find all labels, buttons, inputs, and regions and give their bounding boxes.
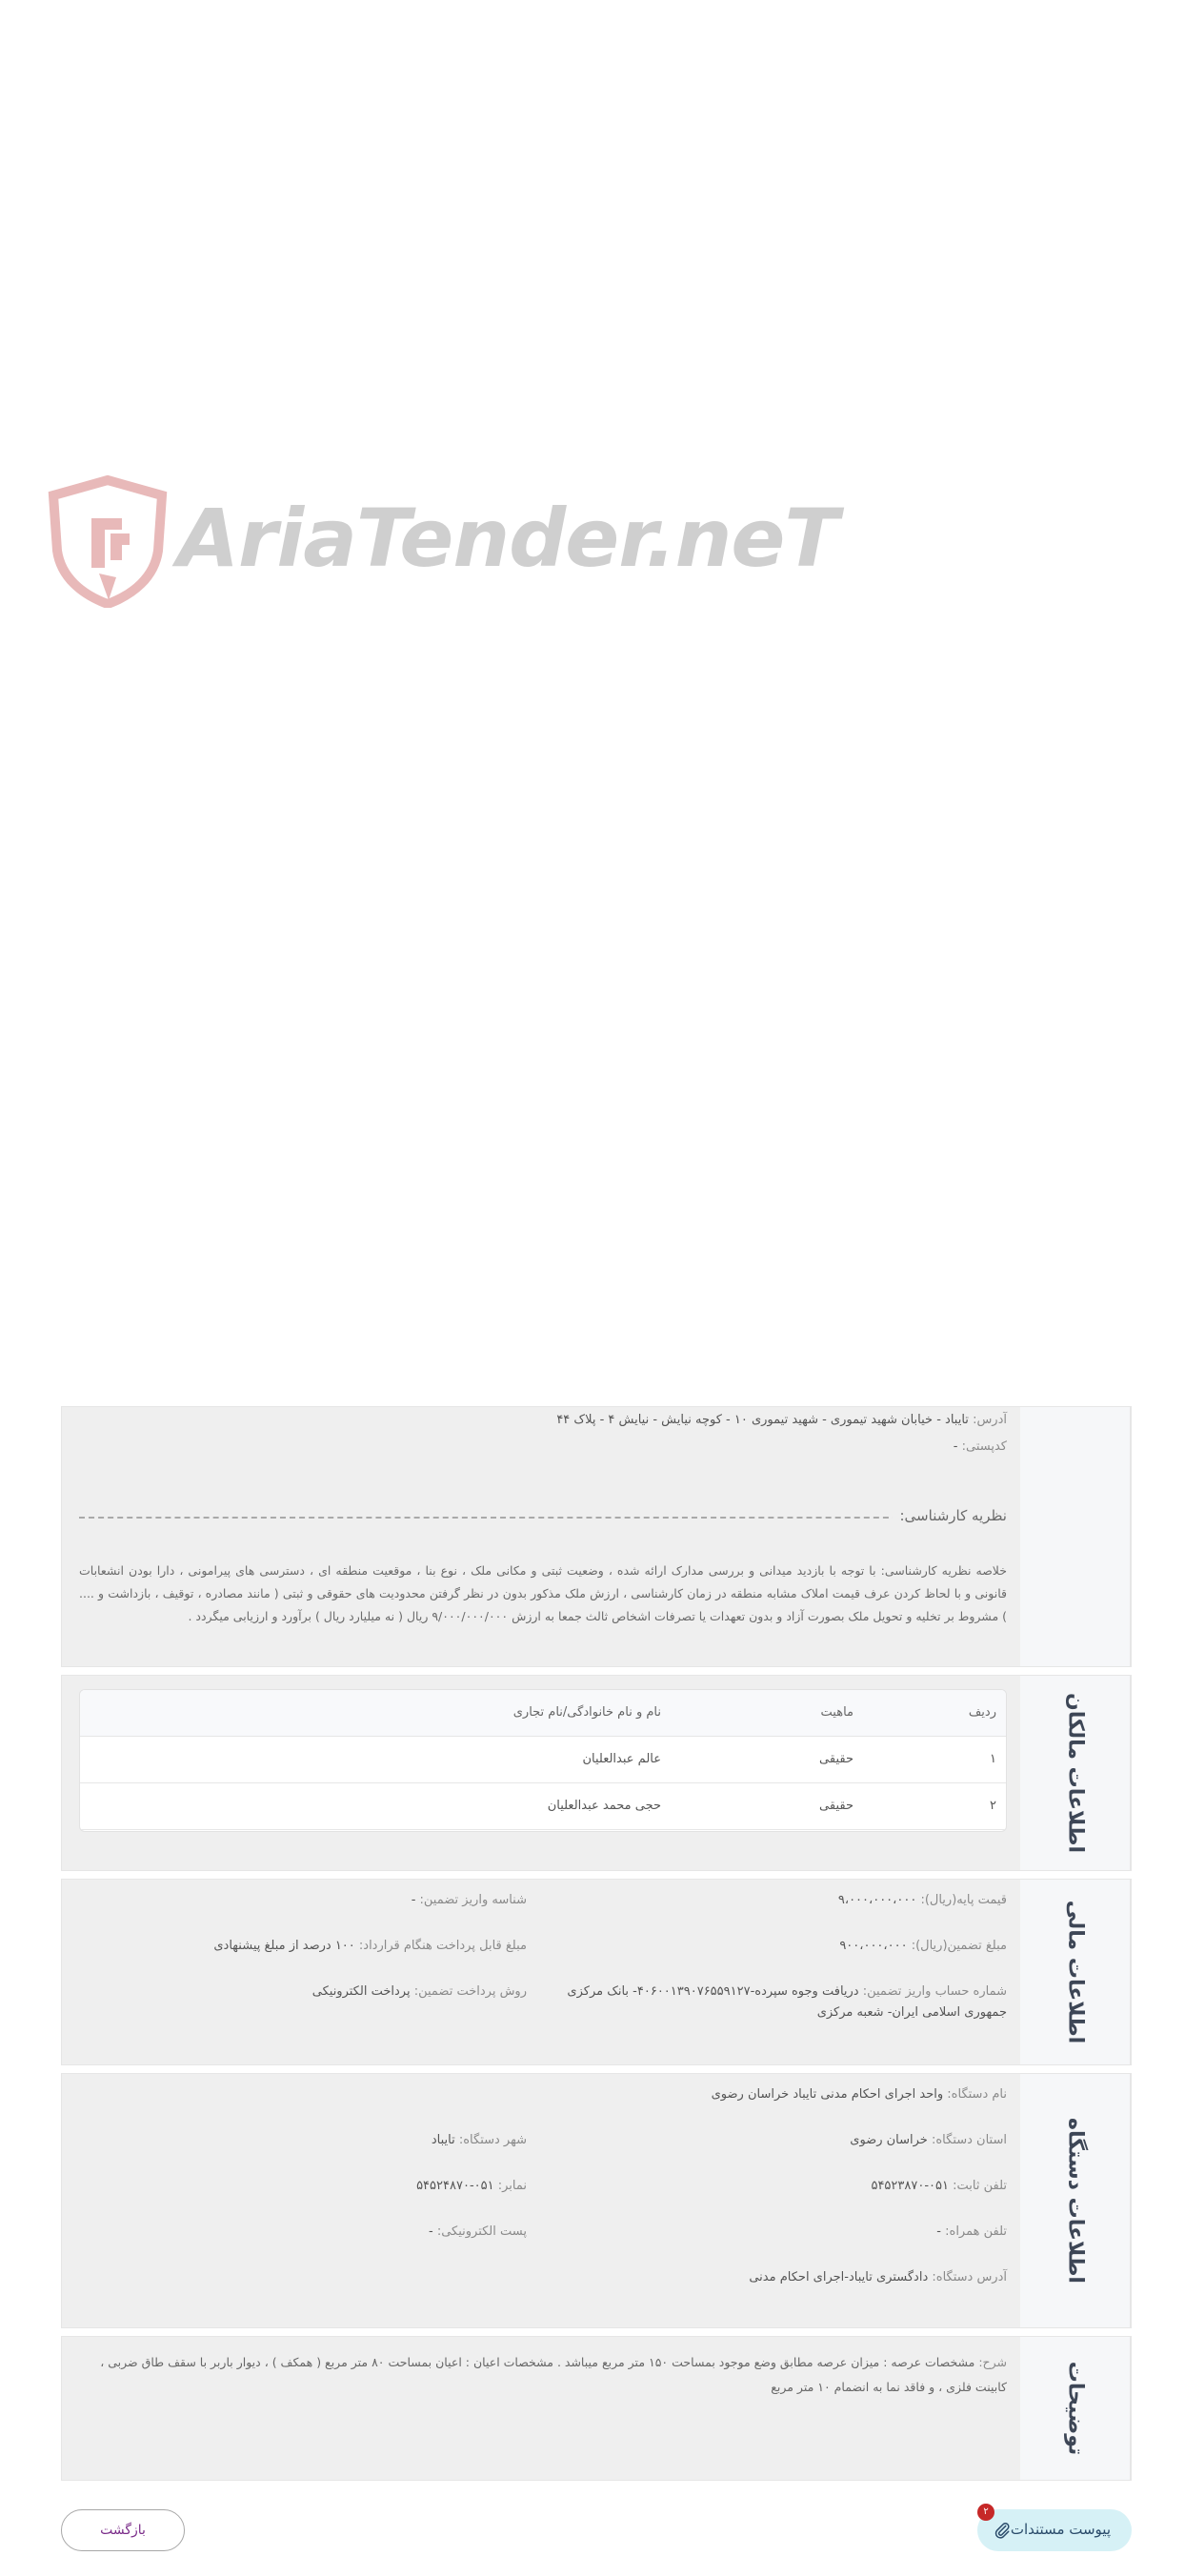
description-title: توضیحات — [1063, 2361, 1087, 2456]
device-fax-row — [416, 2179, 527, 2193]
description-card — [61, 2336, 1132, 2481]
device-province-label: استان دستگاه: — [931, 2133, 1007, 2147]
deposit-id-row — [412, 1893, 527, 1907]
cell-type: حقیقی — [819, 1799, 854, 1813]
device-fax-label: نمابر: — [497, 2179, 527, 2193]
device-city-label: شهر دستگاه: — [458, 2133, 527, 2147]
header-type: ماهیت — [820, 1705, 854, 1720]
financial-side-panel — [1020, 1880, 1131, 2064]
device-phone-row — [871, 2179, 1007, 2193]
device-mobile-row — [936, 2224, 1007, 2239]
device-city-value: تایباد — [431, 2133, 455, 2147]
cell-row-number: ۱ — [990, 1752, 996, 1766]
owners-table — [79, 1689, 1007, 1832]
description-side-panel — [1020, 2337, 1131, 2480]
description-text: مشخصات عرصه : میزان عرصه مطابق وضع موجود بمساحت ۱۵۰ متر مربع میباشد . مشخصات اعیان : اعیان بمساحت ۸۰ متر مربع ( همکف ) ، دیوار باربر با سقف طاق ضربی ، کابینت فلزی ، و فاقد نما به انضمام ۱۰ متر مربع — [100, 2355, 1007, 2394]
address-row — [556, 1413, 1007, 1427]
base-price-row — [838, 1893, 1007, 1907]
account-bank-value: جمهوری اسلامی ایران- شعبه مرکزی — [816, 2005, 1007, 2020]
header-name: نام و نام خانوادگی/نام تجاری — [512, 1705, 661, 1720]
device-address-row — [749, 2270, 1007, 2284]
owners-side-panel — [1020, 1676, 1131, 1870]
attach-documents-button[interactable] — [977, 2509, 1132, 2551]
address-label: آدرس: — [973, 1413, 1007, 1427]
account-number-row — [567, 1984, 1007, 1999]
device-address-value: دادگستری تایباد-اجرای احکام مدنی — [749, 2270, 929, 2284]
address-value: تایباد - خیابان شهید تیموری - شهید تیموری ۱۰ - کوچه نیایش - نیایش ۴ - پلاک ۴۴ — [556, 1413, 969, 1427]
device-province-row — [850, 2133, 1007, 2147]
device-province-value: خراسان رضوی — [850, 2133, 928, 2147]
device-email-label: پست الکترونیکی: — [436, 2224, 527, 2239]
deposit-id-label: شناسه واریز تضمین: — [419, 1893, 527, 1907]
guarantee-amount-value: ۹۰۰،۰۰۰،۰۰۰ — [839, 1939, 908, 1953]
device-title: اطلاعات دستگاه — [1063, 2118, 1087, 2284]
shield-logo-icon — [46, 474, 170, 608]
owners-card-body — [62, 1676, 1022, 1870]
owners-title: اطلاعات مالکان — [1063, 1693, 1087, 1853]
payable-amount-row — [213, 1939, 527, 1953]
base-price-label: قیمت پایه(ریال): — [920, 1893, 1007, 1907]
expert-summary-label: خلاصه نظریه کارشناسی: — [880, 1563, 1007, 1578]
deposit-id-value: - — [411, 1893, 416, 1907]
cell-name: عالم عبدالعلیان — [582, 1752, 661, 1766]
device-city-row — [432, 2133, 527, 2147]
guarantee-amount-label: مبلغ تضمین(ریال): — [911, 1939, 1007, 1953]
device-address-label: آدرس دستگاه: — [932, 2270, 1007, 2284]
base-price-value: ۹،۰۰۰،۰۰۰،۰۰۰ — [837, 1893, 917, 1907]
expert-summary-text: با توجه با بازدید میدانی و بررسی مدارک ارائه شده ، وضعیت ثبتی و مکانی ملک ، نوع بنا ، موقعیت منطقه ای ، دسترسی های پیرامونی ، دارا بودن انشعابات قانونی و با لحاظ کردن عرف قیمت املاک مشابه منطقه در زمان کارشناسی ، ارزش ملک مذکور بدون در نظر گرفتن محدودیت های حقوقی و ثبتی ( مانند مصادره ، توقیف ، بازداشت و .... ) مشروط بر تخلیه و تحویل ملک بصورت آزاد و بدون تعهدات یا تصرفات اشخاص ثالث جمعا به ارزش ۹/۰۰۰/۰۰۰/۰۰۰ ریال ( نه میلیارد ریال ) برآورد و ارزیابی میگردد . — [79, 1563, 1007, 1623]
paperclip-icon — [993, 2521, 1012, 2540]
account-bank-row — [817, 2005, 1007, 2020]
card-side-panel — [1020, 1407, 1131, 1666]
expert-section-title: نظریه کارشناسی: — [893, 1507, 1008, 1524]
cell-type: حقیقی — [819, 1752, 854, 1766]
expert-section-header — [62, 1503, 1022, 1532]
attach-documents-label: پیوست مستندات — [1010, 2521, 1111, 2538]
cell-name: حجی محمد عبدالعلیان — [547, 1799, 661, 1813]
owners-card — [61, 1675, 1132, 1871]
device-mobile-value: - — [936, 2224, 941, 2239]
back-button[interactable]: بازگشت — [61, 2509, 185, 2551]
postal-code-label: کدپستی: — [961, 1439, 1007, 1454]
account-number-label: شماره حساب واریز تضمین: — [862, 1984, 1007, 1999]
device-card-body — [62, 2074, 1022, 2327]
watermark-brand-text: AriaTender.neT — [177, 492, 838, 585]
device-name-label: نام دستگاه: — [947, 2087, 1007, 2102]
device-phone-label: تلفن ثابت: — [953, 2179, 1007, 2193]
dashed-divider — [79, 1517, 908, 1519]
description-text-block — [79, 2350, 1007, 2400]
device-phone-value: ۰۵۱-۵۴۵۲۳۸۷۰ — [871, 2179, 949, 2193]
watermark-logo — [46, 474, 838, 608]
expert-card-body — [62, 1407, 1022, 1666]
device-name-value: واحد اجرای احکام مدنی تایباد خراسان رضوی — [711, 2087, 944, 2102]
expert-summary — [79, 1560, 1007, 1628]
device-fax-value: ۰۵۱-۵۴۵۲۴۸۷۰ — [416, 2179, 494, 2193]
owners-table-header — [80, 1690, 1006, 1737]
attachments-count-badge: ۲ — [977, 2504, 994, 2521]
postal-code-row — [954, 1439, 1007, 1454]
device-email-value: - — [428, 2224, 433, 2239]
expert-opinion-card — [61, 1406, 1132, 1667]
device-name-row — [712, 2087, 1007, 2102]
cell-row-number: ۲ — [990, 1799, 996, 1813]
financial-card-body — [62, 1880, 1022, 2064]
device-card — [61, 2073, 1132, 2328]
header-row-number: ردیف — [968, 1705, 996, 1720]
device-mobile-label: تلفن همراه: — [945, 2224, 1007, 2239]
payable-amount-label: مبلغ قابل پرداخت هنگام قرارداد: — [358, 1939, 527, 1953]
payment-method-row — [312, 1984, 527, 1999]
description-label: شرح: — [978, 2355, 1007, 2369]
table-row — [80, 1737, 1006, 1783]
description-card-body — [62, 2337, 1022, 2480]
payment-method-label: روش پرداخت تضمین: — [413, 1984, 527, 1999]
financial-card — [61, 1879, 1132, 2065]
guarantee-amount-row — [839, 1939, 1007, 1953]
account-number-value: دریافت وجوه سپرده-۴۰۶۰۰۱۳۹۰۷۶۵۵۹۱۲۷- بانک مرکزی — [567, 1984, 859, 1999]
payment-method-value: پرداخت الکترونیکی — [311, 1984, 411, 1999]
financial-title: اطلاعات مالی — [1063, 1900, 1087, 2044]
table-row — [80, 1783, 1006, 1830]
device-email-row — [429, 2224, 527, 2239]
payable-amount-value: ۱۰۰ درصد از مبلغ پیشنهادی — [213, 1939, 355, 1953]
postal-code-value: - — [953, 1439, 958, 1454]
